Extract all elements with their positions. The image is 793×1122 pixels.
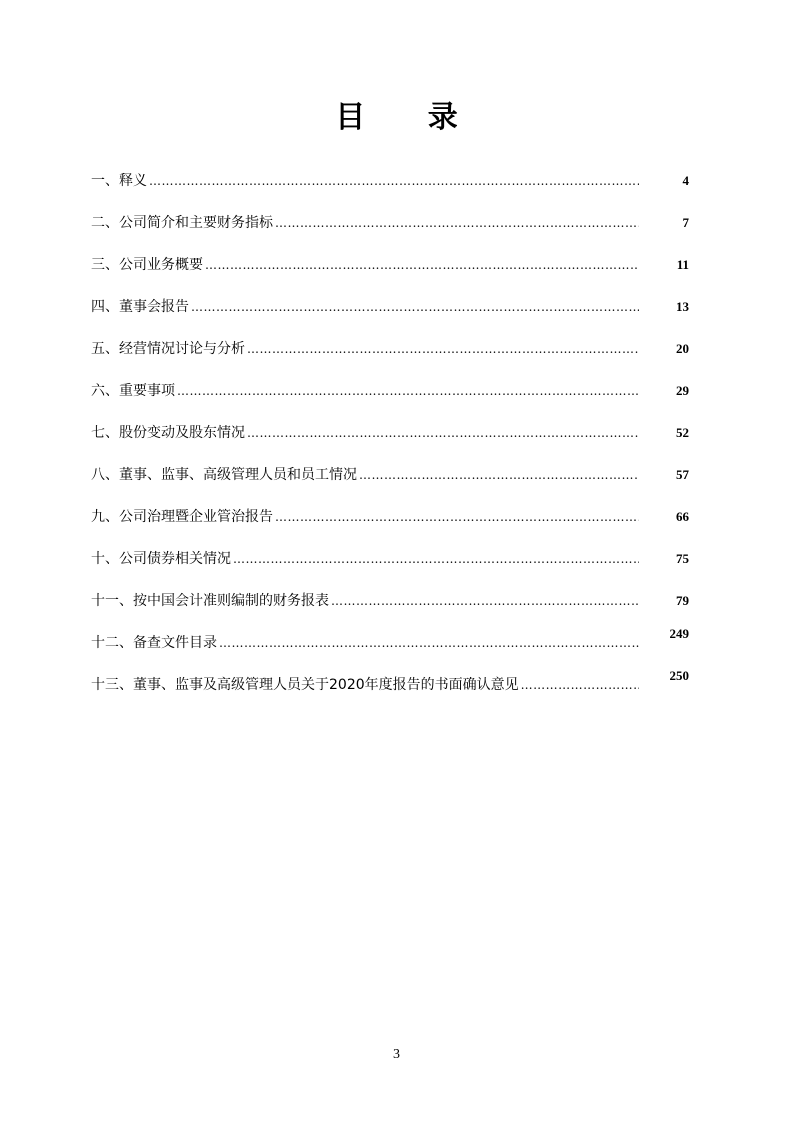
dot-leader [233, 548, 639, 570]
toc-entry-12[interactable] [91, 626, 693, 674]
dot-leader [205, 254, 639, 276]
table-of-contents [91, 170, 693, 716]
toc-entry-7[interactable] [91, 422, 693, 464]
toc-entry-page: 75 [676, 551, 689, 566]
toc-entry-page: 52 [676, 425, 689, 440]
toc-entry-page: 250 [669, 668, 689, 683]
dot-leader [521, 674, 639, 696]
toc-entry-label: 一、释义 [91, 173, 147, 189]
toc-entry-10[interactable] [91, 548, 693, 590]
dot-leader [247, 338, 639, 360]
toc-entry-label: 六、重要事项 [91, 383, 175, 399]
toc-entry-page: 66 [676, 509, 689, 524]
toc-entry-1[interactable] [91, 170, 693, 212]
dot-leader [275, 212, 639, 234]
toc-entry-2[interactable] [91, 212, 693, 254]
toc-entry-page: 7 [682, 215, 689, 230]
toc-entry-3[interactable] [91, 254, 693, 296]
toc-entry-page: 249 [669, 626, 689, 641]
toc-entry-page: 57 [676, 467, 689, 482]
toc-entry-page: 13 [676, 299, 689, 314]
toc-entry-13[interactable] [91, 668, 693, 716]
toc-entry-label: 十二、备查文件目录 [91, 635, 217, 651]
toc-entry-4[interactable] [91, 296, 693, 338]
dot-leader [149, 170, 639, 192]
dot-leader [359, 464, 639, 486]
dot-leader [191, 296, 639, 318]
toc-entry-page: 4 [682, 173, 689, 188]
dot-leader [331, 590, 639, 612]
toc-entry-8[interactable] [91, 464, 693, 506]
toc-entry-6[interactable] [91, 380, 693, 422]
toc-entry-label: 八、董事、监事、高级管理人员和员工情况 [91, 467, 357, 483]
toc-entry-page: 20 [676, 341, 689, 356]
dot-leader [219, 632, 639, 654]
toc-entry-page: 29 [676, 383, 689, 398]
toc-entry-label: 二、公司简介和主要财务指标 [91, 215, 273, 231]
toc-entry-label: 三、公司业务概要 [91, 257, 203, 273]
toc-entry-page: 11 [676, 257, 689, 272]
toc-entry-label: 九、公司治理暨企业管治报告 [91, 509, 273, 525]
toc-entry-9[interactable] [91, 506, 693, 548]
toc-entry-11[interactable] [91, 590, 693, 632]
toc-entry-label: 七、股份变动及股东情况 [91, 425, 245, 441]
toc-entry-label: 十、公司债券相关情况 [91, 551, 231, 567]
toc-entry-label: 四、董事会报告 [91, 299, 189, 315]
page-title: 目 录 [335, 100, 484, 135]
toc-entry-label: 十一、按中国会计准则编制的财务报表 [91, 593, 329, 609]
dot-leader [275, 506, 639, 528]
toc-entry-label: 十三、董事、监事及高级管理人员关于2020年度报告的书面确认意见 [91, 677, 519, 693]
toc-entry-5[interactable] [91, 338, 693, 380]
dot-leader [247, 422, 639, 444]
toc-entry-page: 79 [676, 593, 689, 608]
toc-entry-label: 五、经营情况讨论与分析 [91, 341, 245, 357]
page-number: 3 [393, 1047, 400, 1062]
dot-leader [177, 380, 639, 402]
